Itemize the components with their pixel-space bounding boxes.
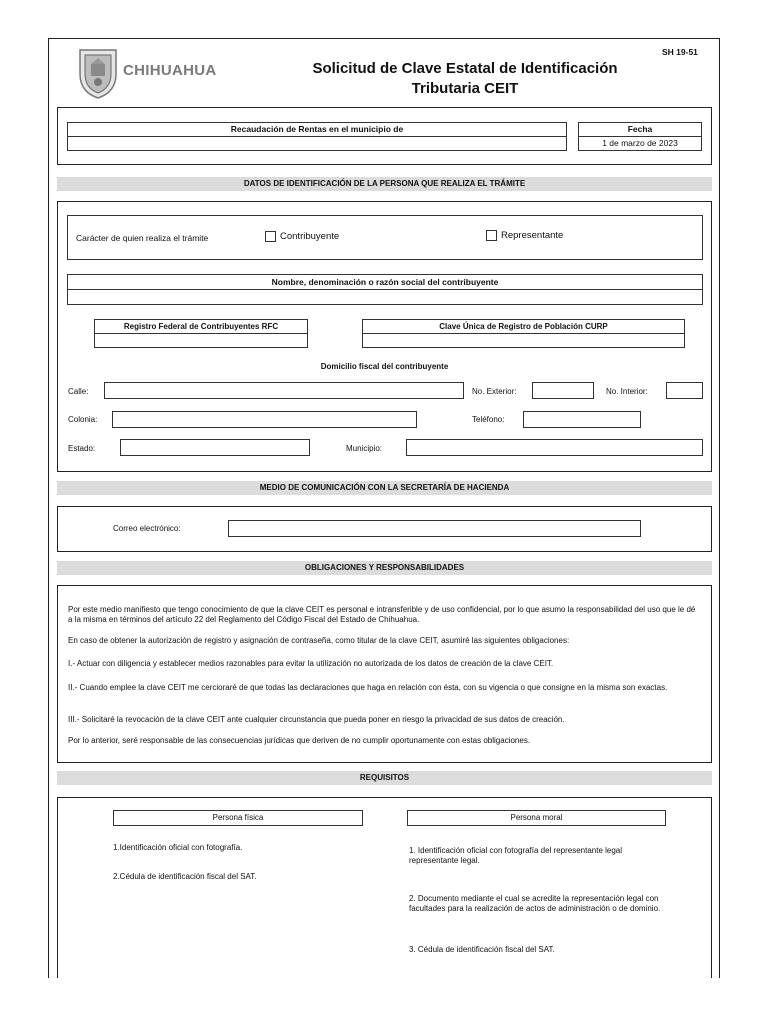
obligaciones-p3: I.- Actuar con diligencia y establecer medios razonables para evitar la utilización no autorizada de los datos de creación de la clave CEIT. [68,659,554,668]
no-exterior-input[interactable] [532,382,594,399]
correo-input[interactable] [228,520,641,537]
moral-req-3: 3. Cédula de identificación fiscal del SAT. [409,945,555,954]
contribuyente-option[interactable] [265,231,339,242]
form-title-line1: Solicitud de Clave Estatal de Identificación [312,60,618,77]
colonia-input[interactable] [112,411,417,428]
logo-text: CHIHUAHUA [123,62,217,79]
no-interior-label: No. Interior: [606,387,648,396]
no-interior-input[interactable] [666,382,703,399]
obligaciones-p1: Por este medio manifiesto que tengo conocimiento de que la clave CEIT es personal e intransferible y de uso confidencial, por lo que asumo la responsabilidad del uso que le dé a la misma en términos del artículo 22 del Reglamento del Código Fiscal del Estado de Chihuahua. [68,605,696,624]
obligaciones-p4: II.- Cuando emplee la clave CEIT me cercioraré de que todas las declaraciones que haga en relación con ésta, con su vigencia o que consigne en la misma son exactas. [68,683,668,692]
section-identificacion-title: DATOS DE IDENTIFICACIÓN DE LA PERSONA QUE REALIZA EL TRÁMITE [57,177,712,191]
calle-input[interactable] [104,382,464,399]
obligaciones-p2: En caso de obtener la autorización de registro y asignación de contraseña, como titular de la clave CEIT, asumiré las siguientes obligaciones: [68,636,570,645]
fecha-label: Fecha [578,122,702,137]
persona-moral-label: Persona moral [407,810,666,826]
representante-checkbox[interactable] [486,230,497,241]
section-medio-title: MEDIO DE COMUNICACIÓN CON LA SECRETARÍA DE HACIENDA [57,481,712,495]
representante-label: Representante [501,230,564,242]
calle-label: Calle: [68,387,89,396]
curp-label: Clave Única de Registro de Población CURP [362,319,685,334]
section-requisitos-title: REQUISITOS [57,771,712,785]
form-title-line2: Tributaria CEIT [411,80,519,97]
recaudacion-label: Recaudación de Rentas en el municipio de [67,122,567,137]
obligaciones-p6: Por lo anterior, seré responsable de las consecuencias jurídicas que deriven de no cumplir oportunamente con estas obligaciones. [68,736,531,745]
moral-req-2: 2. Documento mediante el cual se acredite la representación legal con facultades para la realización de actos de administración o de dominio. [409,894,661,913]
fecha-value[interactable]: 1 de marzo de 2023 [578,136,702,151]
domicilio-label: Domicilio fiscal del contribuyente [320,362,449,371]
municipio-input[interactable] [406,439,703,456]
correo-label: Correo electrónico: [113,524,181,533]
estado-label: Estado: [68,444,96,453]
no-exterior-label: No. Exterior: [472,387,517,396]
municipio-label: Municipio: [346,444,383,453]
persona-fisica-label: Persona física [113,810,363,826]
form-code: SH 19-51 [662,47,698,57]
rfc-label: Registro Federal de Contribuyentes RFC [94,319,308,334]
estado-input[interactable] [120,439,310,456]
obligaciones-p5: III.- Solicitaré la revocación de la clave CEIT ante cualquier circunstancia que pueda poner en riesgo la privacidad de sus datos de creación. [68,715,565,724]
curp-input[interactable] [362,333,685,348]
moral-req-1: 1. Identificación oficial con fotografía del representante legal representante legal. [409,846,623,865]
nombre-input[interactable] [67,289,703,305]
fisica-req-1: 1.Identificación oficial con fotografía. [113,843,243,852]
contribuyente-checkbox[interactable] [265,231,276,242]
telefono-label: Teléfono: [472,415,505,424]
contribuyente-label: Contribuyente [280,231,340,243]
state-seal-logo [76,44,120,100]
telefono-input[interactable] [523,411,641,428]
caracter-label: Carácter de quien realiza el trámite [76,233,209,243]
recaudacion-input[interactable] [67,136,567,151]
nombre-label: Nombre, denominación o razón social del contribuyente [67,274,703,290]
colonia-label: Colonia: [68,415,98,424]
representante-option[interactable] [486,230,563,241]
rfc-input[interactable] [94,333,308,348]
fisica-req-2: 2.Cédula de identificación fiscal del SAT. [113,872,257,881]
section-obligaciones-title: OBLIGACIONES Y RESPONSABILIDADES [57,561,712,575]
